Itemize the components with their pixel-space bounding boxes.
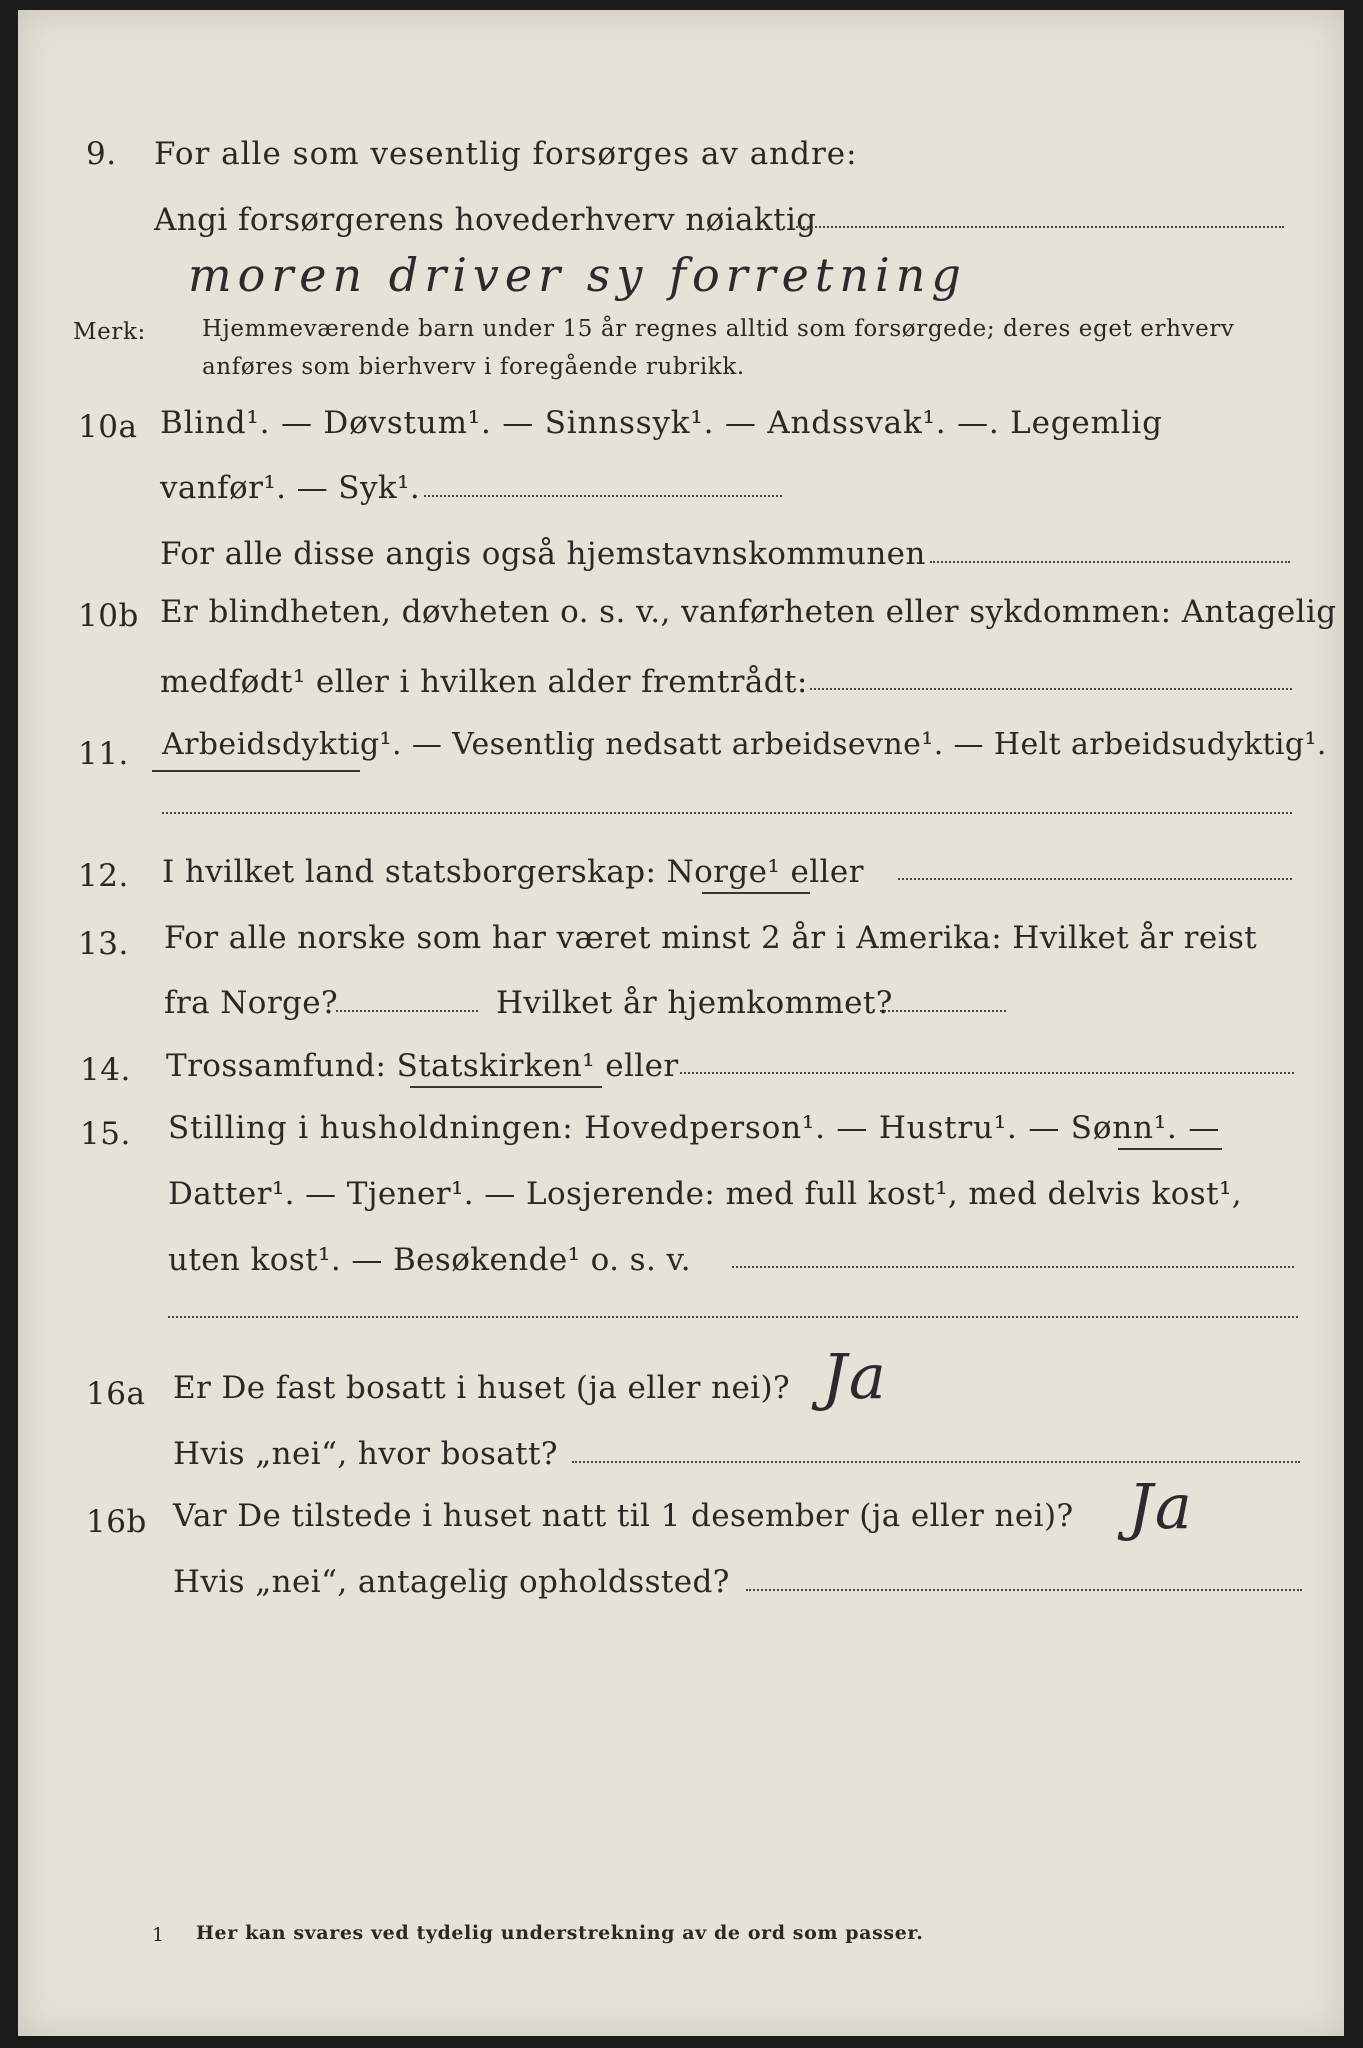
q15-line1: Stilling i husholdningen: Hovedperson¹. — Hustru¹. — Sønn¹. —: [168, 1110, 1221, 1146]
q11-number: 11.: [78, 736, 129, 772]
q16b-dotted-line: [746, 1589, 1302, 1591]
q11-arbeidsdyktig-underline: [152, 770, 360, 772]
q9-line1: For alle som vesentlig forsørges av andre:: [154, 136, 858, 172]
q15-line3: uten kost¹. — Besøkende¹ o. s. v.: [168, 1242, 691, 1278]
q15-extra-dotted-line: [168, 1316, 1298, 1318]
q10a-line2: vanfør¹. — Syk¹.: [160, 470, 421, 506]
q13-reist-dotted-line: [336, 1010, 478, 1012]
footnote-mark: 1: [152, 1924, 165, 1946]
q12-number: 12.: [78, 858, 129, 894]
q16a-line2: Hvis „nei“, hvor bosatt?: [173, 1436, 558, 1472]
q13-number: 13.: [78, 926, 129, 962]
footnote-text: Her kan svares ved tydelig understrekning av de ord som passer.: [196, 1922, 924, 1944]
q14-statskirken-underline: [410, 1086, 602, 1088]
q9-dotted-line: [796, 226, 1284, 228]
q16a-number: 16a: [86, 1376, 146, 1412]
q16b-handwritten-answer: Ja: [1128, 1470, 1194, 1543]
merk-label: Merk:: [73, 319, 146, 345]
q9-handwritten-answer: moren driver sy forretning: [188, 248, 967, 302]
q13-line2a: fra Norge?: [164, 985, 339, 1021]
q10b-line2: medfødt¹ eller i hvilken alder fremtrådt:: [160, 664, 808, 700]
q10a-line1: Blind¹. — Døvstum¹. — Sinnssyk¹. — Andssvak¹. —. Legemlig: [160, 405, 1163, 441]
q12-line1: I hvilket land statsborgerskap: Norge¹ eller: [162, 854, 864, 890]
q16a-dotted-line: [572, 1461, 1300, 1463]
q10a-line3: For alle disse angis også hjemstavnskommunen: [160, 536, 926, 572]
q16b-line1: Var De tilstede i huset natt til 1 desember (ja eller nei)?: [173, 1498, 1074, 1534]
q14-number: 14.: [80, 1052, 131, 1088]
q11-line1: Arbeidsdyktig¹. — Vesentlig nedsatt arbeidsevne¹. — Helt arbeidsudyktig¹.: [162, 727, 1327, 762]
q13-hjemkommet-dotted-line: [880, 1010, 1006, 1012]
q12-norge-underline: [702, 892, 810, 894]
q10a-number: 10a: [78, 409, 138, 445]
census-form-page: [18, 10, 1344, 2036]
q15-line3-dotted-line: [732, 1266, 1294, 1268]
merk-line2: anføres som bierhverv i foregående rubrikk.: [202, 354, 745, 380]
q16b-line2: Hvis „nei“, antagelig opholdssted?: [173, 1564, 730, 1600]
q16a-line1: Er De fast bosatt i huset (ja eller nei)?: [173, 1370, 791, 1406]
q15-number: 15.: [80, 1116, 131, 1152]
q16a-handwritten-answer: Ja: [822, 1340, 888, 1413]
q13-line2b: Hvilket år hjemkommet?: [496, 985, 893, 1021]
q13-line1: For alle norske som har været minst 2 år i Amerika: Hvilket år reist: [164, 920, 1258, 956]
merk-line1: Hjemmeværende barn under 15 år regnes alltid som forsørgede; deres eget erhverv: [202, 316, 1235, 342]
q10a-line3-dotted-line: [930, 561, 1290, 563]
q15-line2: Datter¹. — Tjener¹. — Losjerende: med full kost¹, med delvis kost¹,: [168, 1176, 1243, 1212]
q10a-line2-dotted-line: [424, 495, 782, 497]
q12-dotted-line: [898, 878, 1292, 880]
q10b-number: 10b: [78, 598, 139, 634]
q16b-number: 16b: [86, 1504, 147, 1540]
q15-sonn-underline: [1118, 1148, 1222, 1150]
q14-line1: Trossamfund: Statskirken¹ eller: [166, 1048, 679, 1084]
q9-number: 9.: [86, 136, 117, 172]
q10b-line1: Er blindheten, døvheten o. s. v., vanførheten eller sykdommen: Antagelig: [160, 594, 1337, 630]
q9-line2: Angi forsørgerens hovederhverv nøiaktig: [154, 202, 817, 238]
q11-dotted-line: [162, 812, 1292, 814]
q14-dotted-line: [680, 1072, 1294, 1074]
q10b-dotted-line: [810, 688, 1292, 690]
